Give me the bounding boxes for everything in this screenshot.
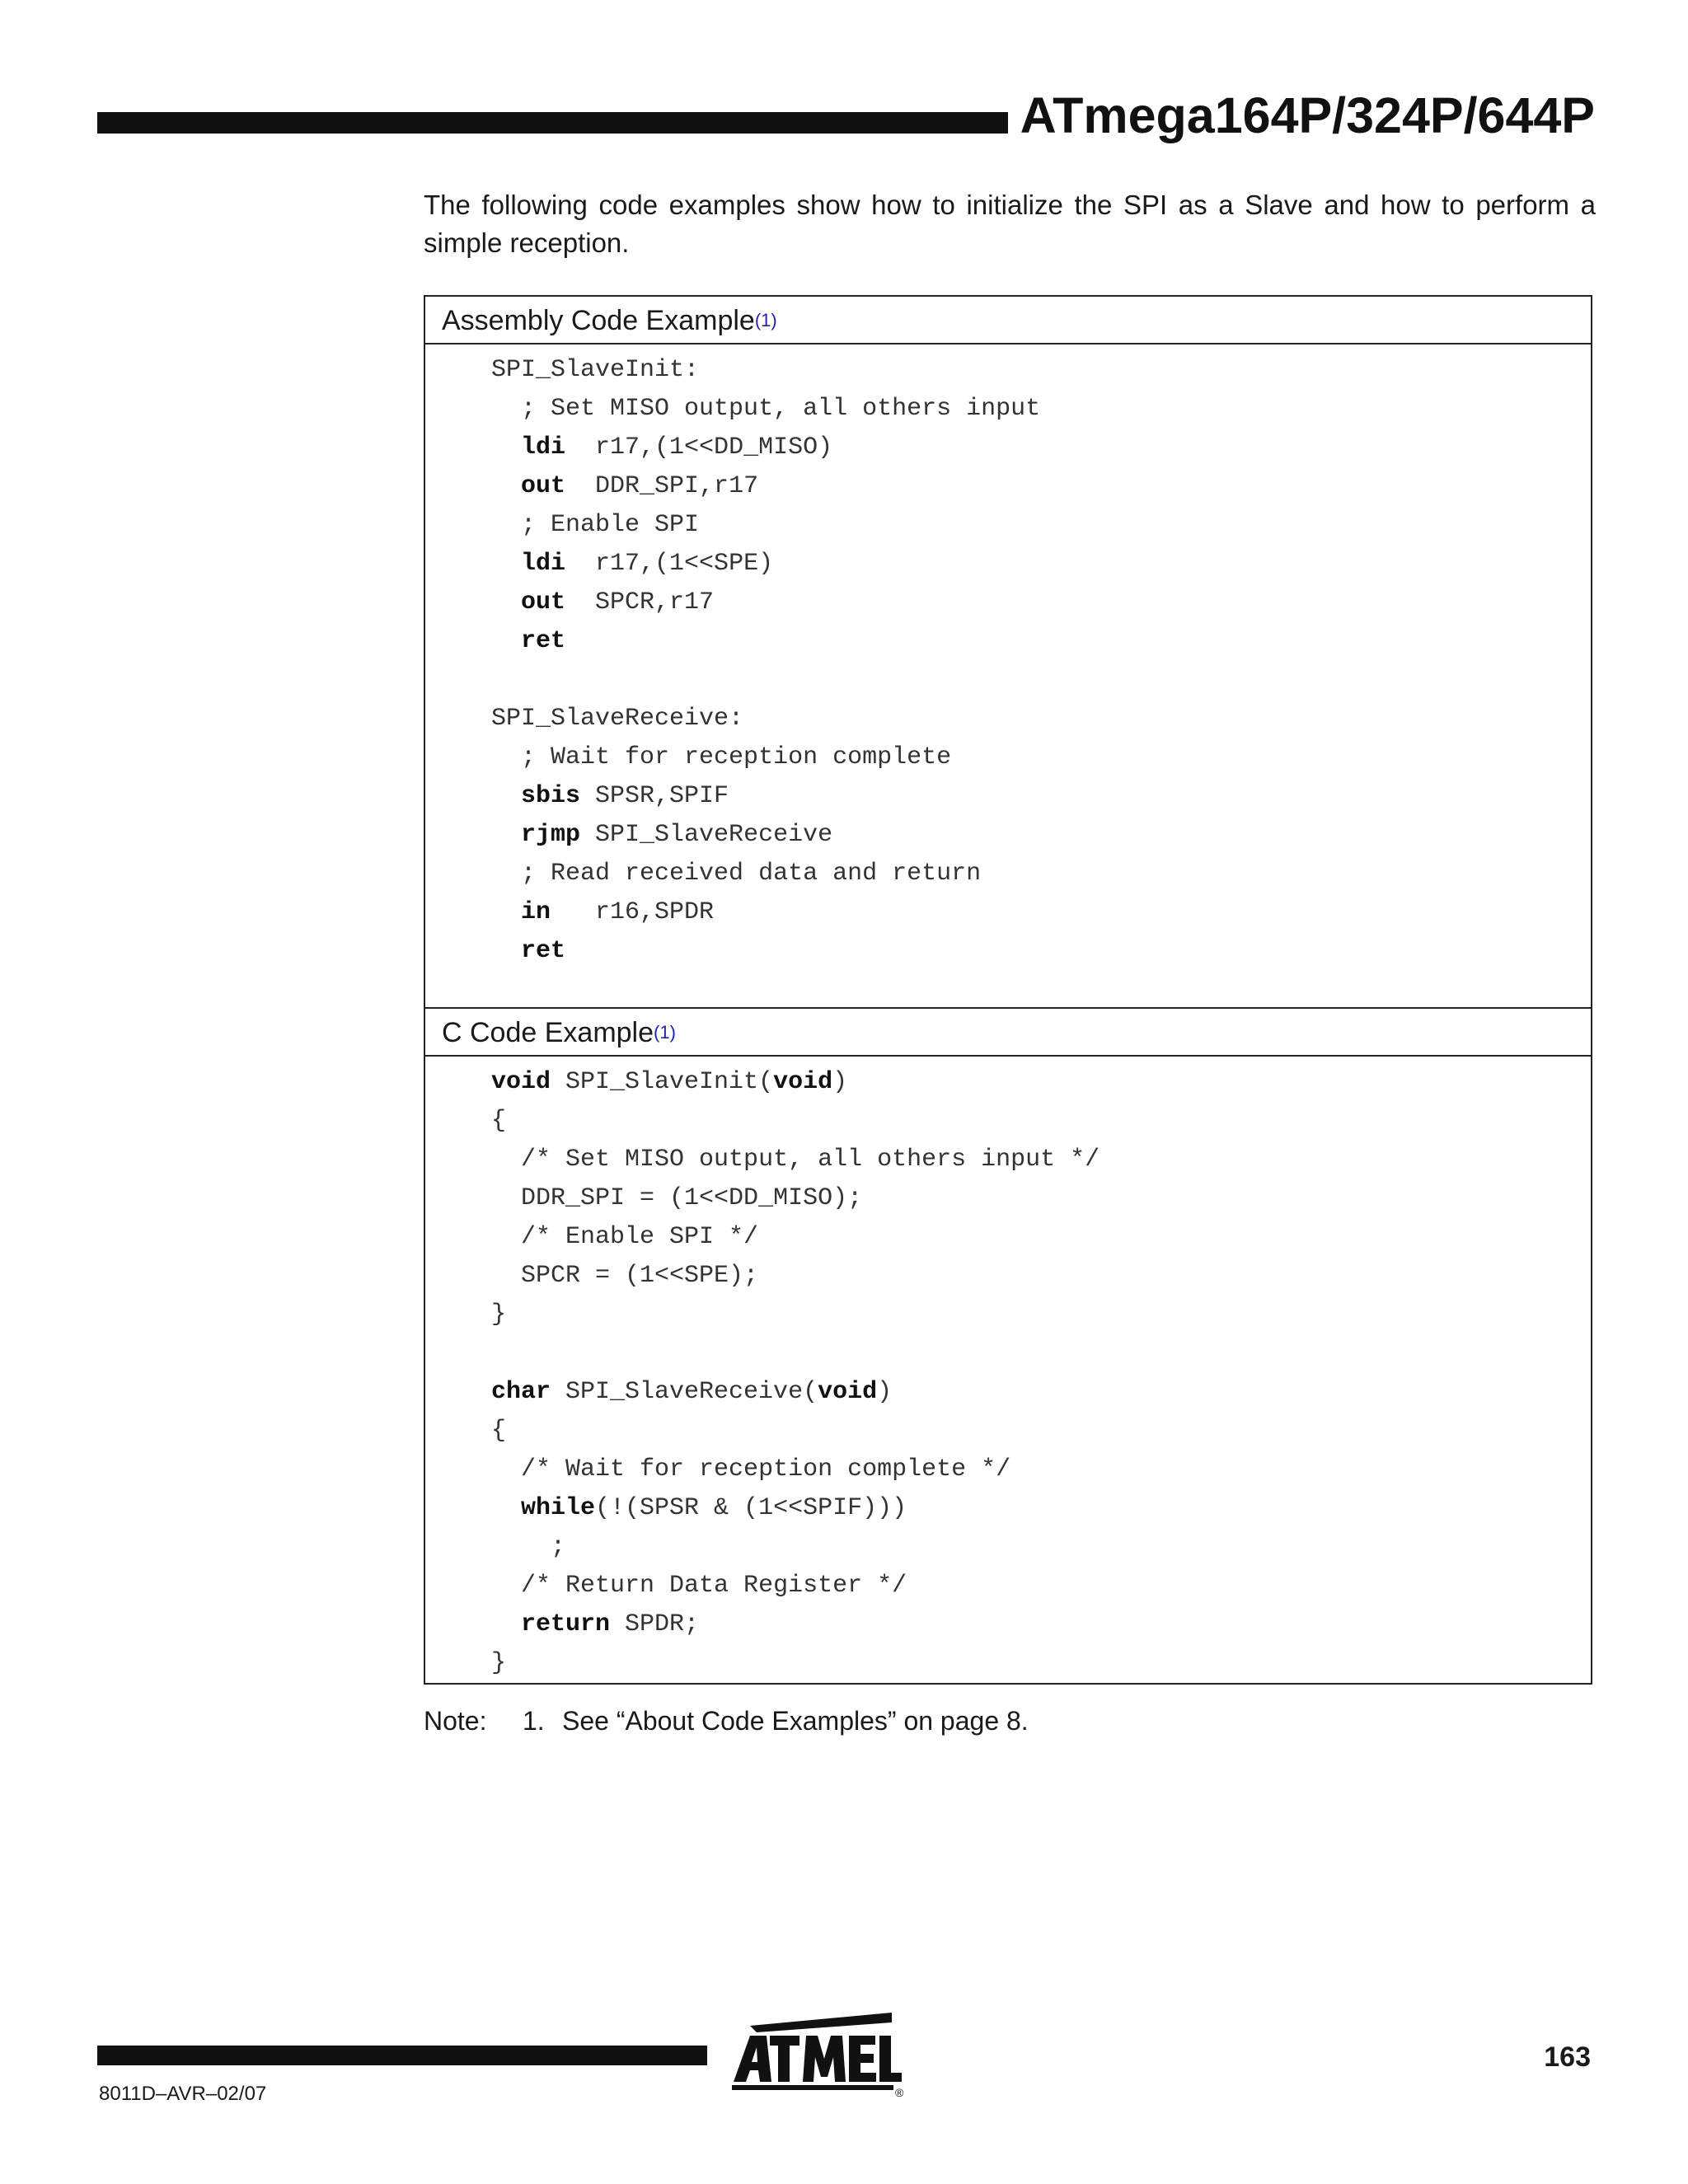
code-keyword: out (521, 472, 566, 500)
code-text: { (491, 1417, 507, 1445)
code-keyword: void (491, 1068, 551, 1096)
c-code-block (425, 1057, 1591, 1683)
code-text: SPCR = (1<<SPE); (521, 1262, 759, 1290)
code-line (491, 467, 1591, 506)
code-text: } (491, 1301, 507, 1329)
code-indent (491, 1262, 521, 1290)
code-text: ; Set MISO output, all others input (521, 395, 1041, 423)
code-text: ; Wait for reception complete (521, 743, 952, 771)
code-line (491, 700, 1591, 738)
code-line (491, 1141, 1591, 1179)
assembly-section-heading (425, 297, 1591, 344)
code-line (491, 1605, 1591, 1644)
code-line (491, 855, 1591, 893)
code-indent (491, 472, 521, 500)
code-line (491, 1257, 1591, 1296)
code-text: { (491, 1107, 507, 1135)
assembly-code-block (425, 344, 1591, 1009)
code-text: r16,SPDR (551, 898, 715, 926)
code-example-table (424, 295, 1592, 1685)
code-keyword: ldi (521, 434, 566, 462)
code-text: r17,(1<<DD_MISO) (565, 434, 833, 462)
atmel-logo-icon (730, 2011, 903, 2098)
code-line (491, 932, 1591, 971)
code-indent (491, 1572, 521, 1600)
code-text: ; (551, 1533, 566, 1561)
assembly-footnote-link[interactable]: (1) (754, 310, 777, 330)
code-line (491, 661, 1591, 700)
code-text: SPCR,r17 (565, 588, 715, 616)
code-text: r17,(1<<SPE) (565, 550, 774, 578)
code-line (491, 1218, 1591, 1257)
code-line (491, 1102, 1591, 1141)
code-indent (491, 1455, 521, 1483)
code-line (491, 1644, 1591, 1683)
code-line (491, 545, 1591, 583)
intro-paragraph: The following code examples show how to initialize the SPI as a Slave and how to perform a simple reception. (424, 190, 1596, 258)
code-text: SPI_SlaveReceive( (551, 1378, 818, 1406)
document-code: 8011D–AVR–02/07 (99, 2083, 267, 2105)
assembly-heading-text: Assembly Code Example (442, 305, 755, 336)
code-text: } (491, 1649, 507, 1677)
code-line (491, 1489, 1591, 1528)
code-text: ; Read received data and return (521, 860, 982, 888)
code-text: DDR_SPI = (1<<DD_MISO); (521, 1184, 863, 1212)
code-line (491, 1451, 1591, 1489)
code-text: (!(SPSR & (1<<SPIF))) (595, 1494, 907, 1522)
code-keyword: ldi (521, 550, 566, 578)
code-line (491, 1296, 1591, 1334)
code-indent (491, 588, 521, 616)
code-indent (491, 1146, 521, 1174)
code-text: ) (832, 1068, 848, 1096)
code-keyword: sbis (521, 782, 581, 810)
code-keyword: char (491, 1378, 551, 1406)
code-indent (491, 898, 521, 926)
page-number: 163 (1544, 2041, 1591, 2073)
code-indent (491, 511, 521, 539)
header-rule (97, 112, 1008, 134)
atmel-logo (730, 2011, 903, 2098)
code-indent (491, 1494, 521, 1522)
code-indent (491, 1223, 521, 1251)
code-indent (491, 937, 521, 965)
code-text: SPDR; (610, 1610, 700, 1638)
c-footnote-link[interactable]: (1) (654, 1022, 676, 1043)
code-line (491, 390, 1591, 429)
code-indent (491, 821, 521, 849)
code-indent (491, 743, 521, 771)
code-line (491, 1373, 1591, 1412)
code-indent (491, 1610, 521, 1638)
code-line (491, 622, 1591, 661)
code-keyword: out (521, 588, 566, 616)
code-line (491, 1063, 1591, 1102)
code-text: SPI_SlaveInit: (491, 356, 700, 384)
code-line (491, 738, 1591, 777)
code-keyword: in (521, 898, 551, 926)
code-line (491, 1412, 1591, 1451)
code-line (491, 893, 1591, 932)
code-line (491, 429, 1591, 467)
code-text: SPI_SlaveReceive: (491, 705, 744, 733)
code-line (491, 1567, 1591, 1605)
code-line (491, 816, 1591, 855)
code-keyword: void (818, 1378, 878, 1406)
document-title: ATmega164P/324P/644P (1020, 87, 1595, 143)
code-text: SPSR,SPIF (580, 782, 729, 810)
code-text: /* Set MISO output, all others input */ (521, 1146, 1100, 1174)
footer-rule (97, 2046, 707, 2065)
code-indent (491, 627, 521, 655)
note-label: Note: (424, 1706, 487, 1736)
code-keyword: return (521, 1610, 611, 1638)
code-line (491, 777, 1591, 816)
code-line (491, 583, 1591, 622)
code-line (491, 1334, 1591, 1373)
code-keyword: while (521, 1494, 596, 1522)
code-line (491, 1179, 1591, 1218)
code-indent (491, 1533, 551, 1561)
code-text: ) (877, 1378, 893, 1406)
c-section-heading (425, 1009, 1591, 1057)
code-line (491, 1528, 1591, 1567)
code-indent (491, 860, 521, 888)
code-text: SPI_SlaveReceive (580, 821, 833, 849)
code-text: ; Enable SPI (521, 511, 700, 539)
code-keyword: ret (521, 937, 566, 965)
code-text: DDR_SPI,r17 (565, 472, 759, 500)
code-text: /* Enable SPI */ (521, 1223, 759, 1251)
code-indent (491, 550, 521, 578)
code-text: SPI_SlaveInit( (551, 1068, 774, 1096)
note-number: 1. (523, 1706, 545, 1736)
code-line (491, 351, 1591, 390)
registered-mark: ® (895, 2086, 903, 2098)
code-line (491, 506, 1591, 545)
c-heading-text: C Code Example (442, 1017, 654, 1048)
code-text: /* Wait for reception complete */ (521, 1455, 1011, 1483)
code-indent (491, 434, 521, 462)
code-keyword: rjmp (521, 821, 581, 849)
footnote (424, 1703, 1029, 1739)
code-indent (491, 782, 521, 810)
code-keyword: ret (521, 627, 566, 655)
note-text: See “About Code Examples” on page 8. (562, 1706, 1029, 1736)
code-indent (491, 395, 521, 423)
code-keyword: void (773, 1068, 833, 1096)
code-text: /* Return Data Register */ (521, 1572, 907, 1600)
code-indent (491, 1184, 521, 1212)
